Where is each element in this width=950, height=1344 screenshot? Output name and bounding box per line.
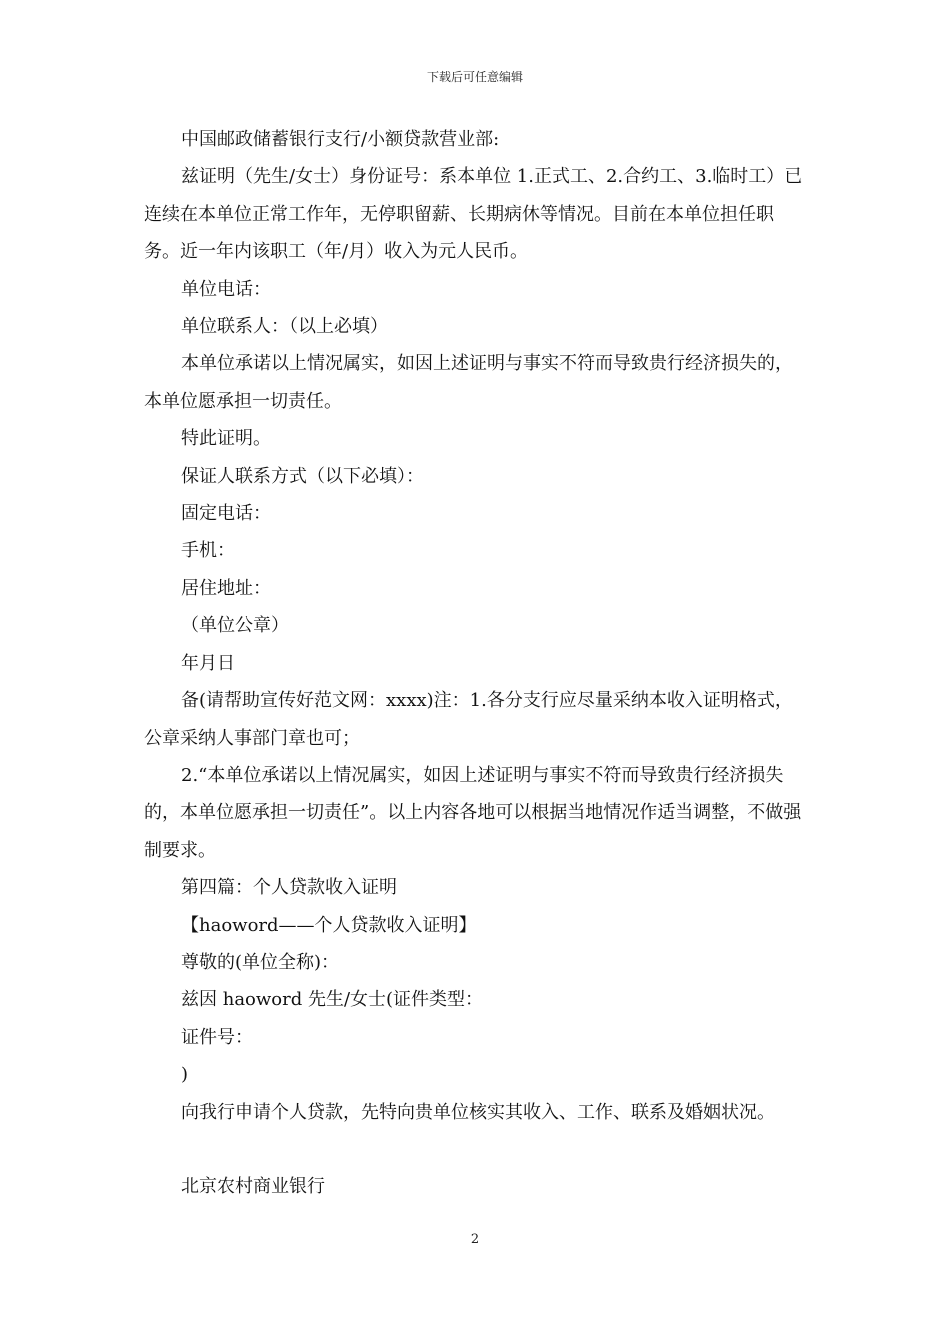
paragraph-bank-name: 北京农村商业银行 (181, 1176, 325, 1198)
paragraph-id-number: 证件号： (181, 1026, 253, 1048)
paragraph-mobile: 手机： (181, 540, 235, 562)
paragraph-blank (144, 1131, 808, 1168)
paragraph-close-paren: ) (181, 1064, 189, 1086)
paragraph-unit-contact: 单位联系人：（以上必填） (181, 316, 388, 338)
paragraph-unit-phone: 单位电话： (181, 278, 271, 300)
paragraph-fixed-phone: 固定电话： (181, 503, 271, 525)
paragraph-section-title: 第四篇：个人贷款收入证明 (181, 877, 397, 899)
paragraph-applicant: 兹因 haoword 先生/女士(证件类型： (181, 989, 484, 1011)
paragraph-verification-request: 向我行申请个人贷款，先特向贵单位核实其收入、工作、联系及婚姻状况。 (181, 1101, 775, 1123)
document-body (144, 121, 808, 1206)
paragraph-date: 年月日 (181, 652, 235, 674)
paragraph-address: 居住地址： (181, 577, 271, 599)
paragraph-certification: 兹证明（先生/女士）身份证号：系本单位 1.正式工、2.合约工、3.临时工）已连续在本单位正常工作年，无停职留薪、长期病休等情况。目前在本单位担任职务。近一年内该职工（年/月）收入为元人民币。 (144, 166, 803, 263)
paragraph-note-1: 备(请帮助宣传好范文网：xxxx)注：1.各分支行应尽量采纳本收入证明格式，公章采纳人事部门章也可； (144, 690, 793, 749)
paragraph-commitment: 本单位承诺以上情况属实，如因上述证明与事实不符而导致贵行经济损失的，本单位愿承担一切责任。 (144, 353, 793, 412)
paragraph-bracket-title: 【haoword——个人贷款收入证明】 (181, 914, 477, 936)
paragraph-official-seal: （单位公章） (181, 615, 289, 637)
paragraph-salutation: 尊敬的(单位全称)： (181, 951, 340, 973)
page-header: 下载后可任意编辑 (426, 70, 523, 84)
paragraph-note-2: 2.“本单位承诺以上情况属实，如因上述证明与事实不符而导致贵行经济损失的，本单位愿承担一切责任”。以上内容各地可以根据当地情况作适当调整，不做强制要求。 (144, 764, 802, 861)
paragraph-addressee: 中国邮政储蓄银行支行/小额贷款营业部: (181, 129, 500, 150)
paragraph-hereby-certify: 特此证明。 (181, 428, 271, 450)
paragraph-guarantor-contact: 保证人联系方式（以下必填）： (181, 465, 424, 487)
page-number: 2 (470, 1232, 480, 1247)
